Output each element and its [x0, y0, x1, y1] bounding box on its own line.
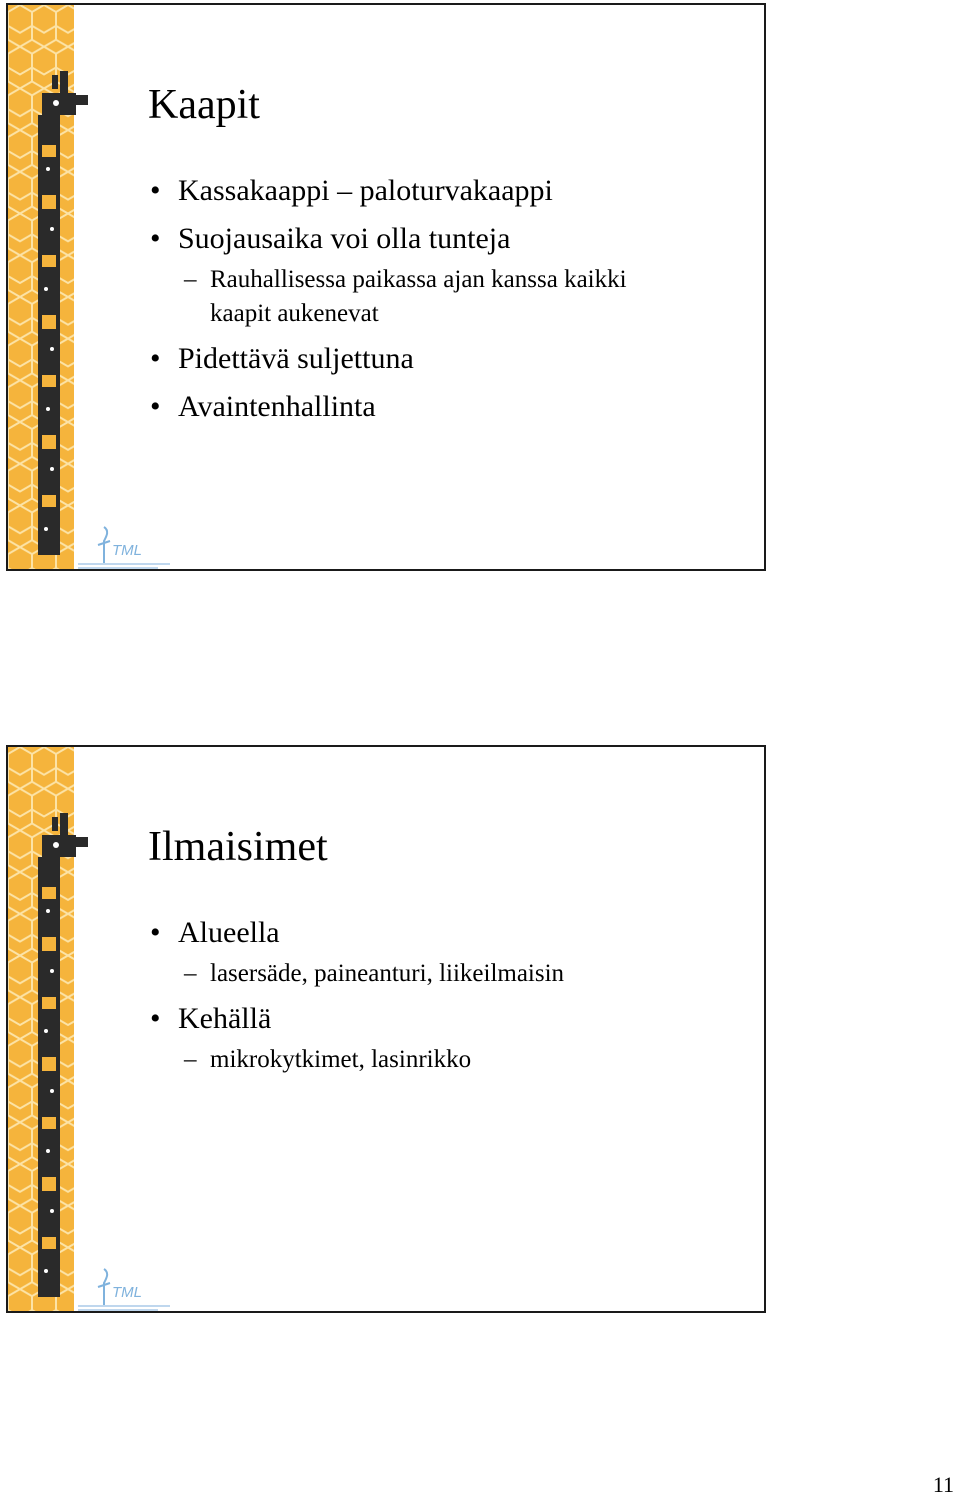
bullet-dot: •: [150, 916, 161, 949]
bullet-dot: •: [150, 342, 161, 375]
bullet-list: [148, 915, 744, 1087]
bullet-text: Kassakaappi – paloturvakaappi: [178, 174, 553, 207]
slide-ilmaisimet: [6, 745, 766, 1313]
sub-bullet-dash: –: [184, 1046, 197, 1073]
sub-bullet-item: [148, 263, 680, 331]
bullet-item: [148, 341, 744, 377]
bullet-dot: •: [150, 222, 161, 255]
bullet-text: Kehällä: [178, 1002, 272, 1035]
bullet-item: [148, 221, 744, 257]
tml-logo: [76, 523, 176, 571]
bullet-item: [148, 389, 744, 425]
slide-kaapit: [6, 3, 766, 571]
bullet-dot: •: [150, 1002, 161, 1035]
sub-bullet-text: Rauhallisessa paikassa ajan kanssa kaikki kaapit aukenevat: [210, 266, 627, 327]
page-number: 11: [932, 1472, 954, 1497]
bullet-text: Pidettävä suljettuna: [178, 342, 414, 375]
giraffe-mascot-icon: [12, 65, 92, 555]
slide-title: Kaapit: [148, 82, 260, 128]
sub-bullet-dash: –: [184, 960, 197, 987]
tml-logo: [76, 1265, 176, 1313]
bullet-item: [148, 915, 744, 951]
bullet-text: Suojausaika voi olla tunteja: [178, 222, 511, 255]
sub-bullet-text: mikrokytkimet, lasinrikko: [210, 1046, 472, 1073]
bullet-dot: •: [150, 390, 161, 423]
svg-text:TML: TML: [112, 1284, 142, 1301]
sub-bullet-text: lasersäde, paineanturi, liikeilmaisin: [210, 960, 565, 987]
bullet-item: [148, 1001, 744, 1037]
bullet-item: [148, 173, 744, 209]
sub-bullet-dash: –: [184, 266, 197, 293]
bullet-text: Alueella: [178, 916, 280, 949]
bullet-text: Avaintenhallinta: [178, 390, 376, 423]
sub-bullet-item: [148, 1043, 744, 1077]
slide-title: Ilmaisimet: [148, 824, 328, 870]
giraffe-mascot-icon: [12, 807, 92, 1297]
sub-bullet-item: [148, 957, 744, 991]
bullet-list: [148, 173, 744, 437]
bullet-dot: •: [150, 174, 161, 207]
svg-text:TML: TML: [112, 542, 142, 559]
